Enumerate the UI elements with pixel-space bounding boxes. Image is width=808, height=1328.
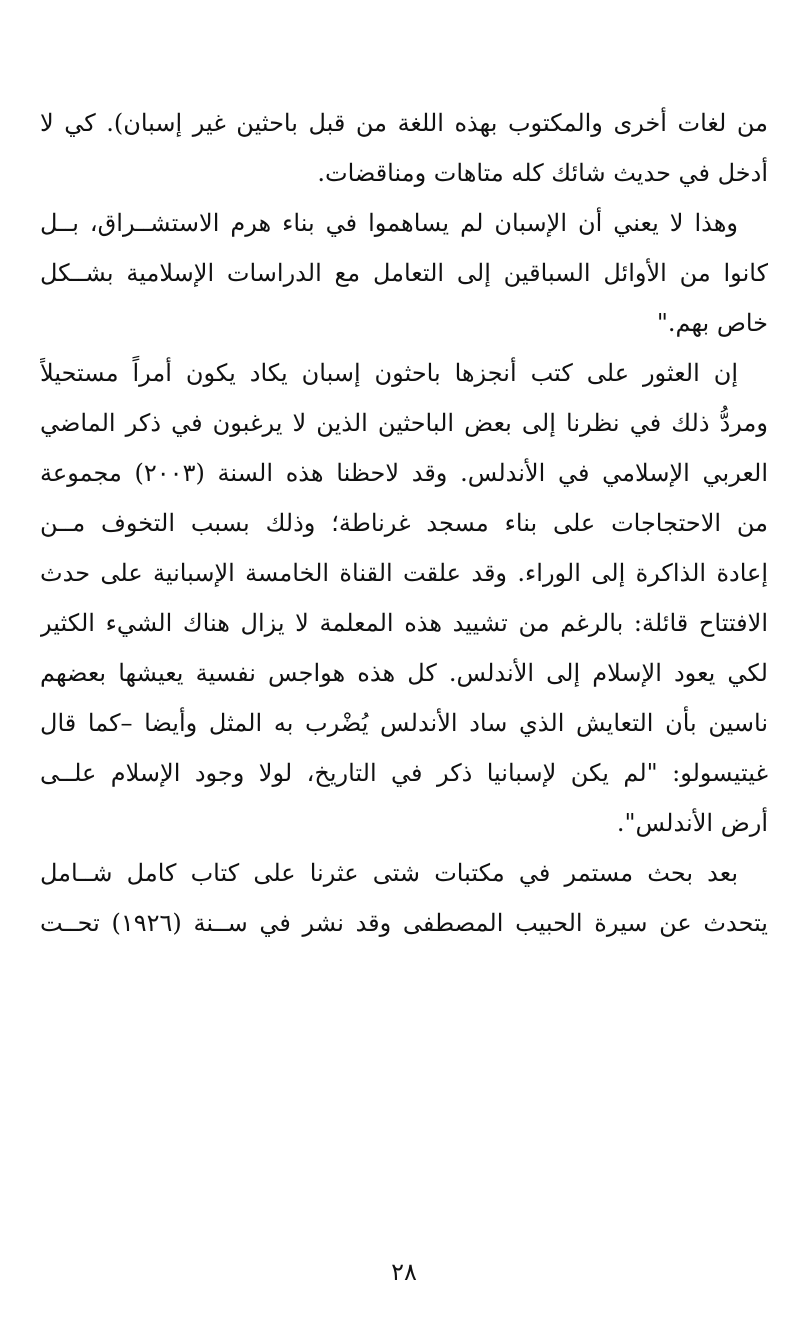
text-line: يتحدث عن سيرة الحبيب المصطفى وقد نشر في ســنة (١٩٢٦) تحــت	[40, 909, 768, 937]
text-line: إن العثور على كتب أنجزها باحثون إسبان يكاد يكون أمراً مستحيلاً	[40, 359, 738, 387]
text-line: خاص بهم."	[656, 309, 768, 337]
text-line: العربي الإسلامي في الأندلس. وقد لاحظنا هذه السنة (٢٠٠٣) مجموعة	[40, 459, 768, 487]
text-line: أرض الأندلس".	[616, 809, 768, 837]
body-text	[40, 98, 768, 948]
text-line: لكي يعود الإسلام إلى الأندلس. كل هذه هواجس نفسية يعيشها بعضهم	[40, 659, 768, 687]
text-line: غيتيسولو: "لم يكن لإسبانيا ذكر في التاريخ، لولا وجود الإسلام علــى	[40, 759, 768, 787]
page-number: ٢٨	[391, 1258, 417, 1286]
text-line: ناسين بأن التعايش الذي ساد الأندلس يُضْرب به المثل وأيضا –كما قال	[40, 709, 768, 737]
text-line: بعد بحث مستمر في مكتبات شتى عثرنا على كتاب كامل شــامل	[40, 859, 738, 887]
text-line: الافتتاح قائلة: بالرغم من تشييد هذه المعلمة لا يزال هناك الشيء الكثير	[40, 609, 768, 637]
text-line: إعادة الذاكرة إلى الوراء. وقد علقت القناة الخامسة الإسبانية على حدث	[40, 559, 768, 587]
text-line: من لغات أخرى والمكتوب بهذه اللغة من قبل باحثين غير إسبان). كي لا	[40, 109, 768, 137]
text-line: من الاحتجاجات على بناء مسجد غرناطة؛ وذلك بسبب التخوف مــن	[40, 509, 768, 537]
text-line: ومردُّ ذلك في نظرنا إلى بعض الباحثين الذين لا يرغبون في ذكر الماضي	[40, 409, 768, 437]
text-line: وهذا لا يعني أن الإسبان لم يساهموا في بناء هرم الاستشــراق، بــل	[40, 209, 738, 237]
text-line: كانوا من الأوائل السباقين إلى التعامل مع الدراسات الإسلامية بشــكل	[40, 259, 768, 287]
text-line: أدخل في حديث شائك كله متاهات ومناقضات.	[317, 159, 768, 187]
